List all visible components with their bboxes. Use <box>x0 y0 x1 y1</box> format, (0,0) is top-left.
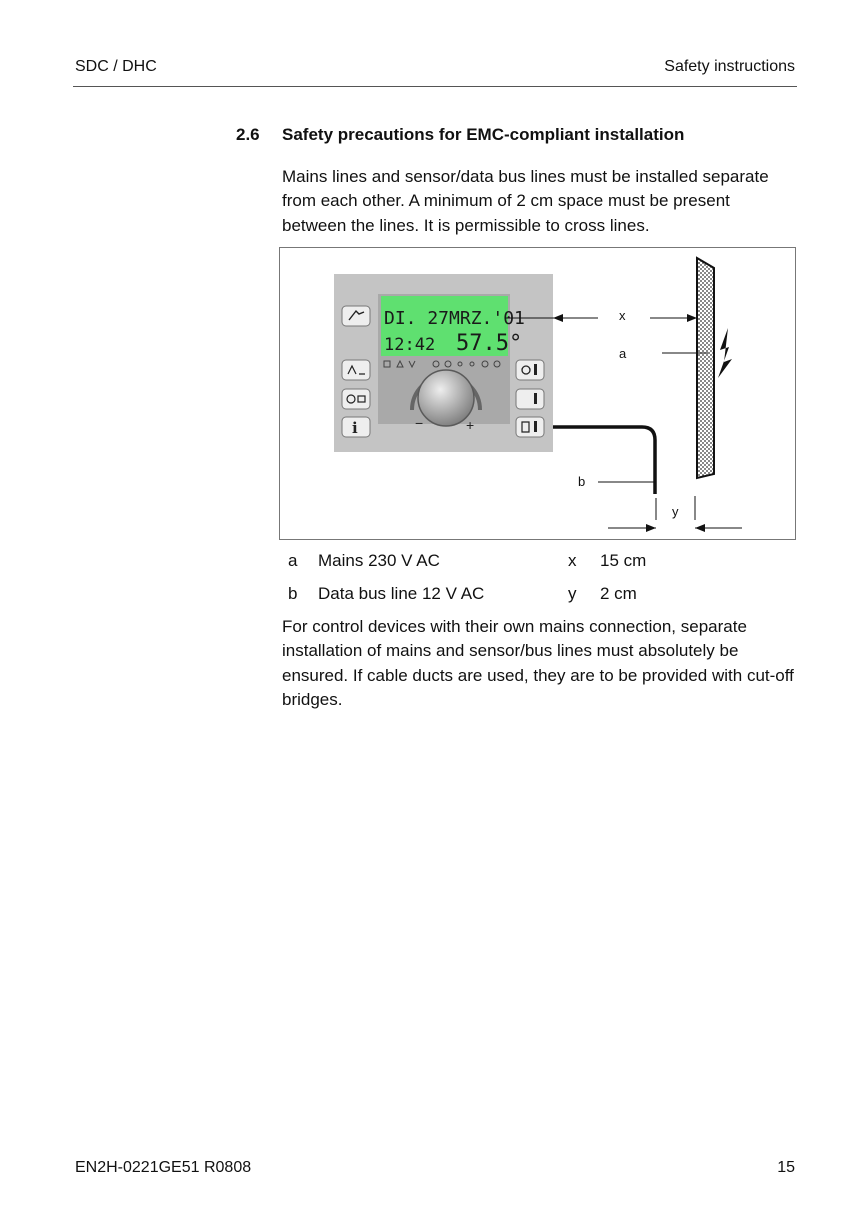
emc-installation-figure <box>279 247 796 540</box>
header-doc-id: SDC / DHC <box>75 58 157 75</box>
intro-paragraph: Mains lines and sensor/data bus lines must be installed separate from each other. A minimum of 2 cm space must be present between the lines. It is permissible to cross lines. <box>282 167 769 235</box>
display-time: 12:42 <box>384 335 436 355</box>
label-b: b <box>578 474 586 489</box>
presence-button <box>342 360 370 380</box>
footer-doc-number: EN2H-0221GE51 R0808 <box>75 1159 252 1176</box>
closing-paragraph: For control devices with their own mains connection, separate installation of mains and sensor/bus lines must absolutely be ensured. If cable ducts are used, they are to be provided with cut-off bridges. <box>282 617 794 709</box>
arrowhead <box>687 314 697 322</box>
page-number: 15 <box>777 1159 795 1176</box>
thermometer-icon <box>534 393 537 404</box>
dhw-button <box>516 417 544 437</box>
legend-key: x <box>568 551 577 570</box>
label-a: a <box>619 346 627 361</box>
legend-value: 15 cm <box>600 551 647 570</box>
section-title: Safety precautions for EMC-compliant installation <box>282 125 685 144</box>
wall-hatched <box>697 258 714 478</box>
manual-button <box>342 306 370 326</box>
legend-value: Data bus line 12 V AC <box>318 584 485 603</box>
lightning-icon <box>718 328 732 378</box>
reduced-button <box>516 389 544 409</box>
display-date: DI. 27MRZ.'01 <box>384 308 525 329</box>
arrowhead <box>646 524 656 532</box>
legend-value: 2 cm <box>600 584 637 603</box>
thermometer-icon <box>534 421 537 432</box>
label-x: x <box>619 308 626 323</box>
legend-value: Mains 230 V AC <box>318 551 440 570</box>
plus-icon: + <box>466 417 475 433</box>
display-temperature: 57.5° <box>456 331 523 356</box>
installation-diagram <box>280 248 796 540</box>
info-icon: i <box>352 419 358 437</box>
label-y: y <box>672 504 679 519</box>
left-buttons <box>342 306 370 437</box>
arrowhead <box>553 314 563 322</box>
section-number: 2.6 <box>236 125 260 144</box>
legend-key: a <box>288 551 298 570</box>
header-chapter: Safety instructions <box>664 58 795 75</box>
legend-key: y <box>568 584 577 603</box>
right-buttons <box>516 360 544 437</box>
arrowhead <box>695 524 705 532</box>
header-rule <box>73 86 797 87</box>
data-bus-cable <box>553 427 655 494</box>
legend-key: b <box>288 584 298 603</box>
thermometer-icon <box>534 364 537 375</box>
minus-icon: − <box>415 415 424 431</box>
controller-device <box>334 274 553 452</box>
program-button <box>342 389 370 409</box>
